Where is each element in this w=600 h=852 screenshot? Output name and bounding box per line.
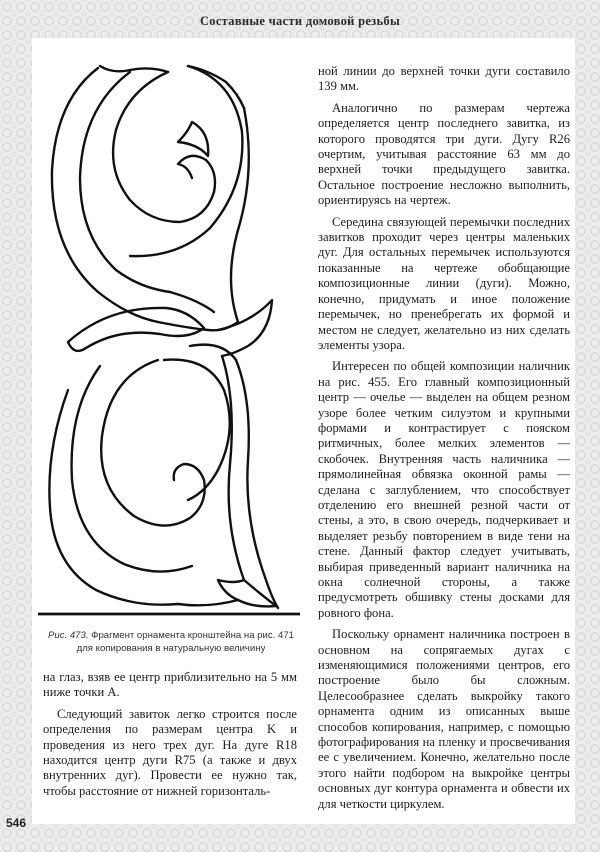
figure-caption <box>40 629 302 655</box>
paragraph: Аналогично по размерам чертежа определяется центр последнего завитка, из которого проводятся три дуги. Дугу R26 очертим, учитывая расстояние 63 мм до верхней точки предыдущего завитка. Остальное построение несложно выполнить, ориентируясь на чертеж. <box>318 100 570 208</box>
caption-label: Рис. 473. <box>47 630 89 641</box>
caption-text: Фрагмент орнамента кронштейна на рис. 471 для копирования в натуральную величину <box>76 630 295 654</box>
paragraph: на глаз, взяв ее центр приблизительно на 5 мм ниже точки А. <box>43 670 297 700</box>
paragraph: Интересен по общей композиции наличник на рис. 455. Его главный композиционный центр — очелье — выделен на общем резном узоре более четким силуэтом и крупными формами и контрастирует с пояском ритмичных, более мелких элементов — скобочек. Внутренняя часть наличника — прямолинейная обвязка оконной рамы — сделана с заглублением, что способствует отделению его внешней резной части от стены, а это, в свою очередь, подчеркивает и выделяет резьбу повторением в виде тени на стене. Данный фактор следует учитывать, выбирая приведенный вариант наличника на окна солнечной стороны, а также предусмотреть обшивку стены досками для ровного фона. <box>318 359 570 620</box>
paragraph: ной линии до верхней точки дуги составило 139 мм. <box>318 64 570 94</box>
ornament-figure <box>38 60 300 620</box>
running-head: Составные части домовой резьбы <box>199 14 401 28</box>
page-number: 546 <box>6 816 27 830</box>
left-column <box>43 670 297 799</box>
right-column <box>318 64 570 812</box>
paragraph: Следующий завиток легко строится после определения по размерам центра K и проведения из него трех дуг. На дуге R18 находится центр дуги R75 (а также и двух внутренних дуг). Провести ее нужно так, чтобы расстояние от нижней горизонталь- <box>43 706 297 798</box>
paragraph: Поскольку орнамент наличника построен в основном на сопрягаемых дугах с изменяющимися положениями центров, его построение было бы сложным. Целесообразнее сделать выкройку такого орнамента одним из описанных выше способов копирования, например, с помощью фотографирования на пленку и просвечивания ее с увеличением. Конечно, желательно после этого найти подбором на выкройке центры основных дуг контура орнамента и обвести их для четкости циркулем. <box>318 627 570 811</box>
paragraph: Середина связующей перемычки последних завитков проходит через центры маленьких дуг. Для остальных перемычек используются показанные на чертеже обобщающие композиционные линии (дуги). Можно, конечно, придумать и иное положение перемычек, но пренебрегать их формой и местом не следует, желательно из них сделать элементы узора. <box>318 214 570 352</box>
